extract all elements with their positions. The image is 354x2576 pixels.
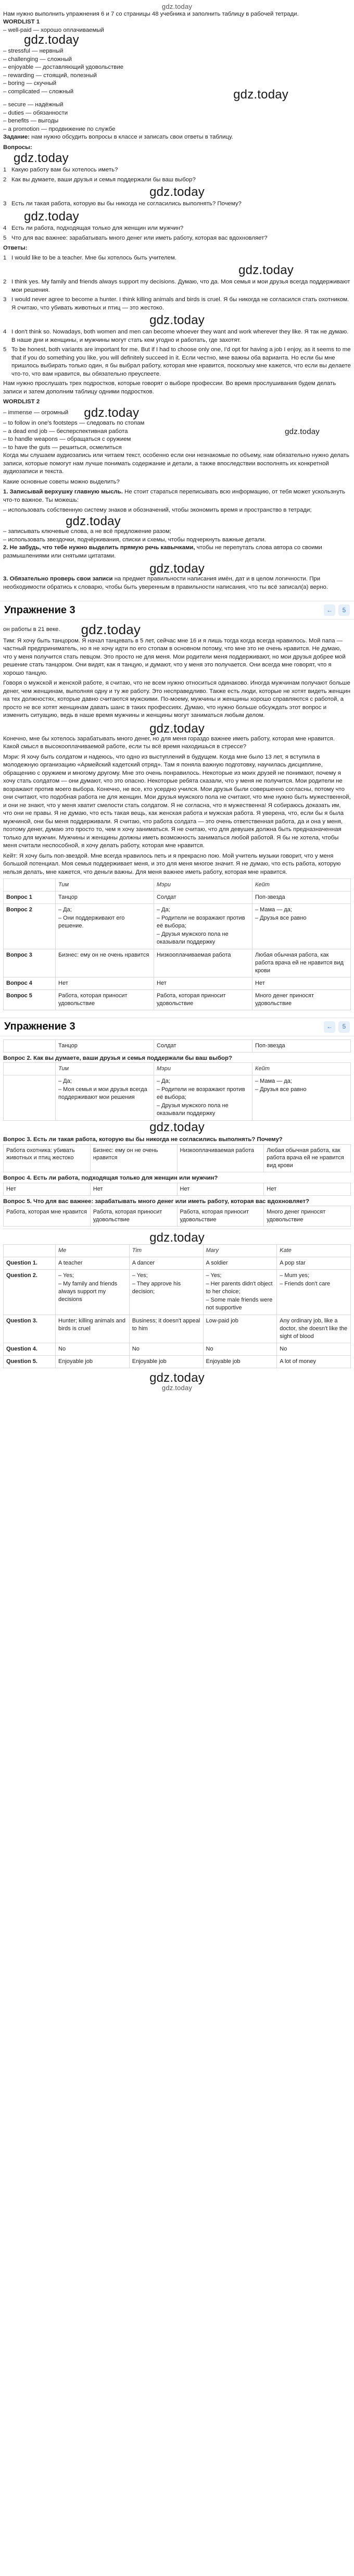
vocab-item: – enjoyable — доставляющий удовольствие	[3, 64, 124, 71]
watermark: gdz.today	[149, 721, 205, 736]
wordlist1	[3, 27, 351, 133]
watermark: gdz.today	[84, 405, 140, 420]
table-row: Вопрос 4 Нет Нет Нет	[4, 977, 351, 989]
vocab-item: – a promotion — продвижение по службе	[3, 126, 116, 132]
exercise-body-2	[0, 1036, 354, 1397]
kate-end: Кейт: Я хочу быть поп-звездой. Мне всегда нравилось петь и я прекрасно пою. Мой учитель музыки говорит, что у меня большой потенциал. Моя семья поддерживает меня, и это для меня многое значит. Я не думаю, что есть работа, которую нельзя делать, мне кажется, что деньги важны. Для меня важнее иметь работу, которая мне нравится.	[3, 852, 341, 875]
table-row: Вопрос 1 Танцор Солдат Поп-звезда	[4, 891, 351, 904]
tip-item: – использовать собственную систему знаков и обозначений, чтобы экономить время и пространство в тетради;	[3, 507, 312, 514]
header-row-table: Танцор Солдат Поп-звезда	[3, 1039, 351, 1052]
task-label: Задание:	[3, 134, 30, 141]
vocab-item: – boring — скучный	[3, 80, 57, 87]
vocab-item: – benefits — выгоды	[3, 118, 59, 125]
answer-item: 3 I would never agree to become a hunter. I think killing animals and birds is cruel. Я бы никогда не согласился стать охотником. Я считаю, что убивать животных и птиц — это жестоко.	[3, 296, 349, 311]
watermark: gdz.today	[24, 209, 79, 224]
q4-table	[3, 1183, 351, 1196]
question-item: 1 Какую работу вам бы хотелось иметь?	[3, 167, 118, 174]
watermark: gdz.today	[14, 151, 69, 166]
table-row: Question 3. Hunter; killing animals and birds is cruel Business; it doesn't appeal to him Low-paid job Any ordinary job, like a doctor, she doesn't like the sight of blood	[4, 1315, 351, 1343]
q3-table	[3, 1144, 351, 1173]
tips-list	[3, 506, 351, 544]
answer-item: 2 I think yes. My family and friends always support my decisions. Думаю, что да. Моя семья и мои друзья всегда поддерживают мои решения.	[3, 279, 350, 293]
table-row: Question 1. A teacher A dancer A soldier A pop star	[4, 1257, 351, 1270]
intro-text: Нам нужно выполнить упражнения 6 и 7 со страницы 48 учебника и заполнить таблицу в рабочей тетради.	[3, 10, 299, 17]
document-body	[0, 0, 354, 599]
table-row: Работа охотника: убивать животных и птиц жестоко Бизнес: ему он не очень нравится Низкооплачиваемая работа Любая обычная работа, как работа врача ей не нравится вид крови	[4, 1144, 351, 1172]
table-row: Вопрос 2 – Да; – Они поддерживают его решение. – Да; – Родители не возражают против её выбора; – Друзья мужского пола не оказывали поддержку – Мама — да; – Друзья все равно	[4, 904, 351, 949]
watermark: gdz.today	[238, 263, 294, 278]
tip-3: 3. Обязательно проверь свои записи на предмет правильности написания имён, дат и в целом логичности. При необходимости обратись к словарю, чтобы быть уверенным в правильности написания, что ты всё записал(а) верно.	[3, 576, 328, 590]
tip-item: – записывать ключевые слова, а не всё предложение разом;	[3, 528, 171, 535]
question-item: 5 Что для вас важнее: зарабатывать много денег или иметь работу, которая вас вдохновляет?	[3, 234, 268, 241]
tip-1: 1. Записывай верхушку главную мысль. Не стоит стараться переписывать всю информацию, от тебя может ускользнуть что-то важное. Ты можешь:	[3, 489, 346, 503]
exercise-nav	[324, 604, 350, 616]
vocab-item: – rewarding — стоящий, полезный	[3, 72, 97, 79]
watermark: gdz.today	[149, 1231, 205, 1245]
vocab-item: – duties — обязанности	[3, 109, 68, 116]
watermark: gdz.today	[149, 562, 205, 576]
exercise-title: Упражнение 3	[4, 604, 75, 616]
wordlist2-title: WORDLIST 2	[3, 399, 40, 405]
watermark: gdz.today	[81, 622, 141, 638]
tim-paragraph: Тим: Я хочу быть танцором. Я начал танцевать в 5 лет, сейчас мне 16 и я лишь тогда когда всегда нравилось. Мой папа — частный предприниматель, но я не хочу идти по его стопам в основном потому, что мне это не очень нравится. Не думаю, что у меня получится стать певцом. Это просто не для меня. Мои родители меня поддерживают, но мои друзья добрее мой решение стать танцором. Они видят, как я танцую, и думают, что у меня это получается. Они всегда мне говорят, что я хорошо танцую.	[3, 637, 346, 676]
tip-item: – использовать звездочки, подчёркивания, списки и схемы, чтобы подчеркнуть важные детали.	[3, 536, 266, 543]
mary-lead: Говоря о мужской и женской работе, я считаю, что не всем нужно относиться одинаково. Иногда мужчинам получают больше денег, чем женщинам, выполняя одну и ту же работу. Это несправедливо. Также есть люди, которые не хотят видеть женщин на тех должностях, которые давно считаются мужскими. По-моему, мужчины и женщины хорошо справляются с работой, а просто не все хотят женщинам давать шанс в таких профессиях. Думаю, что нужно больше обсуждать этот вопрос и изменить ситуацию, ведь в наше время мужчины и женщины могут заниматься любым делом.	[3, 680, 351, 719]
question-item: 4 Есть ли работа, подходящая только для женщин или мужчин?	[3, 225, 184, 232]
wordlist1-title: WORDLIST 1	[3, 19, 40, 26]
questions-list	[3, 166, 351, 242]
vocab-item: – complicated — сложный	[3, 88, 74, 95]
q5-table	[3, 1206, 351, 1227]
watermark: gdz.today	[149, 1120, 205, 1134]
question-item: 2 Как вы думаете, ваши друзья и семья поддержали бы ваш выбор?	[3, 176, 196, 183]
task	[3, 133, 351, 142]
summary-table-en: Me Tim Mary Kate Question 1. A teacher A dancer A soldier A pop star Question 2. – Yes; – My family and friends always support my decisions – Yes; – They approve his decision; – Yes; – Her parents didn't object to her choice; – Some male friends were not supportive – Mum yes; – Friends don't care Question 3. Hunter; killing animals and birds is cruel Business; it doesn't appeal to him Low-paid job Any ordinary job, like a doctor, she doesn't like the sight of blood Question 4. No No No No Question 5. Enjoyable job Enjoyable job Enjoyable job A lot of money	[3, 1244, 351, 1368]
footer-watermark: gdz.today	[161, 1384, 193, 1392]
q2-heading: Вопрос 2. Как вы думаете, ваши друзья и семья поддержали бы ваш выбор?	[3, 1055, 232, 1061]
next-button[interactable]: 5	[338, 604, 350, 616]
prev-arrow-icon[interactable]: ←	[324, 604, 335, 616]
q4-heading: Вопрос 4. Есть ли работа, подходящая только для женщин или мужчин?	[3, 1175, 218, 1182]
vocab-item: – immense — огромный	[3, 409, 69, 416]
watermark: gdz.today	[66, 514, 121, 528]
exercise-nav-2	[324, 1021, 350, 1033]
answers-title: Ответы:	[3, 245, 28, 252]
table-row: Вопрос 3 Бизнес: ему он не очень нравится Низкооплачиваемая работа Любая обычная работа, как работа врача ей не нравится вид крови	[4, 949, 351, 977]
summary-table-ru: Тим Мэри Кейт Вопрос 1 Танцор Солдат Поп-звезда Вопрос 2 – Да; – Они поддерживают его решение. – Да; – Родители не возражают против её выбора; – Друзья мужского пола не оказывали поддержку – Мама — да; – Друзья все равно Вопрос 3 Бизнес: ему он не очень нравится Низкооплачиваемая работа Любая обычная работа, как работа врача ей не нравится вид крови Вопрос 4 Нет Нет Нет Вопрос 5 Работа, которая приносит удовольствие Работа, которая приносит удовольствие Много денег приносят удовольствие	[3, 878, 351, 1010]
answers-list	[3, 254, 351, 379]
top-watermark: gdz.today	[161, 3, 193, 10]
vocab-item: – stressful — нервный	[3, 48, 64, 55]
exercise-header	[0, 601, 354, 620]
task-text: нам нужно обсудить вопросы в классе и записать свои ответы в таблицу.	[31, 134, 233, 141]
question-item: 3 Есть ли такая работа, которую вы бы никогда не согласились выполнять? Почему?	[3, 201, 242, 207]
tip-2: 2. Не забудь, что тебе нужно выделить прямую речь кавычками, чтобы не перепутать слова автора со своими размышлениями или снятыми цитатами.	[3, 544, 322, 559]
table-row: Question 5. Enjoyable job Enjoyable job Enjoyable job A lot of money	[4, 1355, 351, 1368]
table-row: – Да; – Моя семья и мои друзья всегда поддерживают мои решения – Да; – Родители не возражают против её выбора; – Друзья мужского пола не оказывали поддержку – Мама — да; – Друзья все равно	[4, 1075, 351, 1121]
table-row: Question 4. No No No No	[4, 1343, 351, 1355]
paragraph: Нам нужно прослушать трех подростков, которые говорят о выборе профессии. Во время прослушивания будем делать записи и затем дополним таблицу одними подростков.	[3, 380, 336, 395]
exercise-lead: он работы в 21 веке.	[3, 626, 60, 633]
watermark: gdz.today	[233, 87, 288, 102]
vocab-item: – a dead end job — бесперспективная работа	[3, 428, 128, 435]
exercise-header-2	[0, 1018, 354, 1036]
questions-title: Вопросы:	[3, 144, 32, 151]
watermark: gdz.today	[149, 313, 205, 328]
paragraph: Какие основные советы можно выделить?	[3, 478, 120, 485]
vocab-item: – to have the guts — решиться, осмелиться	[3, 444, 122, 451]
exercise-title-2: Упражнение 3	[4, 1021, 75, 1033]
answer-item: 4 I don't think so. Nowadays, both women and men can become whoever they want and work wherever they like. Я так не думаю. В наше дни и женщины, и мужчины могут стать кем угодно и работать, где захотят.	[3, 329, 349, 343]
vocab-item: – to follow in one's footsteps — следовать по стопам	[3, 420, 145, 427]
watermark: gdz.today	[149, 1370, 205, 1385]
prev-arrow-icon[interactable]: ←	[324, 1021, 335, 1033]
watermark: gdz.today	[285, 427, 320, 436]
q3-heading: Вопрос 3. Есть ли такая работа, которую вы бы никогда не согласились выполнять? Почему?	[3, 1136, 283, 1143]
table-row: Вопрос 5 Работа, которая приносит удовольствие Работа, которая приносит удовольствие Много денег приносят удовольствие	[4, 989, 351, 1010]
table-row: Question 2. – Yes; – My family and friends always support my decisions – Yes; – They approve his decision; – Yes; – Her parents didn't object to her choice; – Some male friends were not supportive – Mum yes; – Friends don't care	[4, 1270, 351, 1315]
watermark: gdz.today	[149, 185, 205, 200]
kate-paragraph: Конечно, мне бы хотелось зарабатывать много денег, но для меня гораздо важнее иметь работу, которая мне нравится. Какой смысл в высокооплачиваемой работе, если ты всё время находишься в стрессе?	[3, 735, 335, 750]
answer-item: 5 To be honest, both variants are important for me. But if I had to choose only one, I'd opt for having a job I enjoy, as it seems to me that if you do something you like, you will definitely succeed in it. Если честно, мне важны оба варианта. Но если бы мне пришлось выбирать только один, я бы выбрал работу, которая мне нравится, поскольку мне кажется, что если вы делаете что-то, что вам нравится, вы обязательно преуспеете.	[3, 346, 351, 377]
next-button[interactable]: 5	[338, 1021, 350, 1033]
vocab-item: – challenging — сложный	[3, 56, 72, 63]
wordlist2	[3, 406, 351, 452]
vocab-item: – well-paid — хорошо оплачиваемый	[3, 27, 104, 33]
vocab-item: – to handle weapons — обращаться с оружием	[3, 436, 131, 443]
q2-table: Тим Мэри Кейт – Да; – Моя семья и мои друзья всегда поддерживают мои решения – Да; – Родители не возражают против её выбора; – Друзья мужского пола не оказывали поддержку – Мама — да; – Друзья все равно	[3, 1062, 351, 1121]
answer-item: 1 I would like to be a teacher. Мне бы хотелось быть учителем.	[3, 254, 177, 261]
mary-paragraph: Мэри: Я хочу быть солдатом и надеюсь, что одно из выступлений в будущем. Когда мне было 13 лет, я вступила в молодежную организацию «Армейский кадетский отряд». Там я поняла важную подготовку, научилась дисциплине, обращению с оружием и многому другому. Мне это очень понравилось. Некоторые из моих друзей не понимают, почему я хочу стать солдатом — они думают, что это опасно. Некоторые ребята сказали, что у меня не получится. Мои родители не возражают против моего выбора. Конечно, не все, кто усердно учился. Мои друзья были совершенно согласны, потому что они считают, что подобная работа не для женщин. Мои друзья мужского пола не считают, что мне нужно быть мужественной, и они не знают, что у меня хватит смелости стать солдатом. Я не согласна, что я мужественна! Я собираюсь доказать им, что они не правы. Я не думаю, что есть такая вещь, как женская работа и мужская работа. Я уверена, что, если бы я была мужчиной, они бы меня поддерживали. Я считаю, что работа солдата — это очень ответственная работа, да и она у меня, поэтому денег, думаю это просто то, чем я хочу заниматься. Я не считаю, что для девушек должна быть предназначенная только для мужчин. Мужчины и женщины должны иметь возможность заниматься любой работой. Я бы не хотела, чтобы меня считали неспособной, я хочу делать работу, которая мне нравится.	[3, 753, 351, 849]
vocab-item: – secure — надёжный	[3, 102, 64, 108]
watermark: gdz.today	[24, 33, 79, 47]
q5-heading: Вопрос 5. Что для вас важнее: зарабатывать много денег или иметь работу, которая вас вдохновляет?	[3, 1198, 310, 1205]
exercise-body	[0, 620, 354, 1015]
table-row: Нет Нет Нет Нет	[4, 1183, 351, 1195]
paragraph: Когда мы слушаем аудиозапись или читаем текст, особенно если они незнакомые по объему, нам обязательно нужно делать записи, которые помогут нам лучше понимать содержание и детали, а также впоследствии восполнять их конкретной аудиозаписи и текста.	[3, 452, 349, 475]
table-row: Работа, которая мне нравится Работа, которая приносит удовольствие Работа, которая приносит удовольствие Много денег приносят удовольствие	[4, 1206, 351, 1227]
